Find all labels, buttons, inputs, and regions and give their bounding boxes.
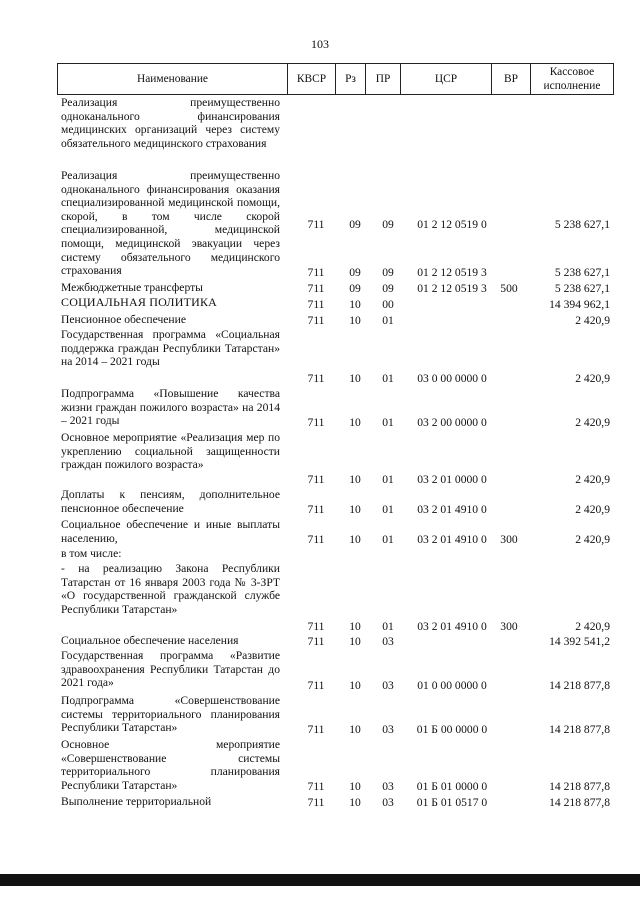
row-pr: 01 — [382, 372, 394, 386]
page-number: 103 — [311, 37, 329, 51]
row-rz: 10 — [349, 780, 361, 794]
row-sum: 5 238 627,1 — [554, 266, 610, 280]
row-name: Пенсионное обеспечение — [61, 313, 186, 326]
row-rz: 10 — [349, 298, 361, 312]
row-csr: 01 2 12 0519 3 — [417, 282, 487, 296]
row-csr: 01 Б 01 0000 0 — [416, 780, 488, 794]
row-csr: 03 2 01 0000 0 — [417, 473, 487, 487]
row-csr: 03 2 01 4910 0 — [417, 533, 487, 547]
row-rz: 09 — [349, 218, 361, 232]
row-pr: 03 — [382, 796, 394, 810]
row-sum: 2 420,9 — [575, 416, 610, 430]
row-pr: 01 — [382, 620, 394, 634]
table-row — [57, 281, 614, 296]
row-kvsr: 711 — [307, 314, 325, 328]
row-kvsr: 711 — [307, 533, 325, 547]
row-pr: 01 — [382, 533, 394, 547]
header-vr: ВР — [504, 73, 518, 85]
row-csr: 03 2 01 4910 0 — [417, 503, 487, 517]
row-rz: 10 — [349, 723, 361, 737]
row-kvsr: 711 — [307, 372, 325, 386]
row-sum: 5 238 627,1 — [554, 282, 610, 296]
row-rz: 10 — [349, 635, 361, 649]
row-kvsr: 711 — [307, 796, 325, 810]
row-rz: 10 — [349, 416, 361, 430]
row-name: СОЦИАЛЬНАЯ ПОЛИТИКА — [61, 295, 218, 309]
row-vr: 300 — [500, 620, 518, 634]
row-name: - на реализацию Закона Республики Татарстан от 16 января 2003 года № 3-ЗРТ «О государственной гражданской службе Республики Татарстан» — [61, 562, 280, 616]
row-name: Выполнение территориальной — [61, 795, 212, 808]
table-row — [57, 328, 614, 386]
row-name: Доплаты к пенсиям, дополнительное пенсионное обеспечение — [61, 488, 280, 515]
table-row — [57, 518, 614, 547]
row-sum: 2 420,9 — [575, 533, 610, 547]
row-sum: 14 218 877,8 — [549, 796, 610, 810]
header-pr: ПР — [375, 73, 391, 85]
scan-edge-bar — [0, 874, 640, 886]
row-sum: 2 420,9 — [575, 372, 610, 386]
row-pr: 03 — [382, 723, 394, 737]
row-pr: 09 — [382, 218, 394, 232]
table-row — [57, 547, 614, 562]
row-name: Подпрограмма «Совершенствование системы территориального планирования Республики Татарстан» — [61, 694, 280, 735]
row-kvsr: 711 — [307, 620, 325, 634]
row-kvsr: 711 — [307, 298, 325, 312]
row-rz: 10 — [349, 314, 361, 328]
row-sum: 14 394 962,1 — [549, 298, 610, 312]
row-pr: 09 — [382, 266, 394, 280]
row-rz: 10 — [349, 679, 361, 693]
table-row — [57, 649, 614, 693]
row-rz: 10 — [349, 372, 361, 386]
table-row — [57, 694, 614, 737]
row-name: Государственная программа «Социальная поддержка граждан Республики Татарстан» на 2014 – 2021 годы — [61, 328, 280, 369]
header-csr: ЦСР — [434, 73, 458, 85]
table-row — [57, 488, 614, 517]
row-sum: 2 420,9 — [575, 314, 610, 328]
row-name: Социальное обеспечение населения — [61, 634, 239, 647]
row-pr: 01 — [382, 416, 394, 430]
row-name: Реализация преимущественно одноканального финансирования медицинских организаций через систему обязательного медицинского страхования — [61, 96, 280, 150]
header-execution: Кассовое исполнение — [543, 66, 601, 92]
table-row — [57, 313, 614, 328]
row-csr: 01 2 12 0519 0 — [417, 218, 487, 232]
row-sum: 14 392 541,2 — [549, 635, 610, 649]
row-kvsr: 711 — [307, 635, 325, 649]
table-header — [57, 63, 614, 95]
row-sum: 2 420,9 — [575, 503, 610, 517]
row-rz: 09 — [349, 266, 361, 280]
table-row — [57, 387, 614, 430]
row-csr: 03 2 01 4910 0 — [417, 620, 487, 634]
row-rz: 10 — [349, 503, 361, 517]
header-rz: Рз — [345, 73, 356, 85]
row-pr: 00 — [382, 298, 394, 312]
row-kvsr: 711 — [307, 282, 325, 296]
table-row — [57, 562, 614, 634]
row-name: Государственная программа «Развитие здравоохранения Республики Татарстан до 2021 года» — [61, 649, 280, 690]
header-name: Наименование — [137, 73, 208, 85]
row-pr: 03 — [382, 679, 394, 693]
row-pr: 01 — [382, 314, 394, 328]
row-kvsr: 711 — [307, 473, 325, 487]
row-kvsr: 711 — [307, 723, 325, 737]
row-name: в том числе: — [61, 547, 122, 560]
row-kvsr: 711 — [307, 780, 325, 794]
row-kvsr: 711 — [307, 266, 325, 280]
row-kvsr: 711 — [307, 503, 325, 517]
row-pr: 01 — [382, 503, 394, 517]
row-pr: 03 — [382, 635, 394, 649]
row-name: Подпрограмма «Повышение качества жизни граждан пожилого возраста» на 2014 – 2021 годы — [61, 387, 280, 428]
row-csr: 03 0 00 0000 0 — [417, 372, 487, 386]
row-rz: 10 — [349, 796, 361, 810]
row-name: Основное мероприятие «Совершенствование системы территориального планирования Республики Татарстан» — [61, 738, 280, 792]
header-kvsr: КВСР — [296, 73, 327, 85]
table-row — [57, 431, 614, 487]
row-pr: 01 — [382, 473, 394, 487]
table-row — [57, 634, 614, 649]
row-pr: 09 — [382, 282, 394, 296]
row-name: Межбюджетные трансферты — [61, 281, 203, 294]
row-sum: 2 420,9 — [575, 620, 610, 634]
row-kvsr: 711 — [307, 416, 325, 430]
row-name: Социальное обеспечение и иные выплаты населению, — [61, 518, 280, 545]
row-name: Реализация преимущественно одноканального финансирования оказания специализированной медицинской помощи, скорой, в том числе скорой специализированной, медицинской помощи, медицинской эвакуации через систему обязательного медицинского страхования — [61, 169, 280, 278]
row-pr: 03 — [382, 780, 394, 794]
row-sum: 2 420,9 — [575, 473, 610, 487]
row-sum: 14 218 877,8 — [549, 723, 610, 737]
row-csr: 01 Б 01 0517 0 — [416, 796, 488, 810]
row-kvsr: 711 — [307, 679, 325, 693]
table-row — [57, 738, 614, 794]
row-sum: 14 218 877,8 — [549, 780, 610, 794]
row-vr: 500 — [500, 282, 518, 296]
row-csr: 01 0 00 0000 0 — [417, 679, 487, 693]
row-sum: 14 218 877,8 — [549, 679, 610, 693]
row-kvsr: 711 — [307, 218, 325, 232]
table-row — [57, 795, 614, 810]
row-vr: 300 — [500, 533, 518, 547]
table-row — [57, 296, 614, 312]
row-csr: 03 2 00 0000 0 — [417, 416, 487, 430]
row-rz: 10 — [349, 533, 361, 547]
row-rz: 10 — [349, 620, 361, 634]
row-csr: 01 2 12 0519 3 — [417, 266, 487, 280]
row-rz: 09 — [349, 282, 361, 296]
row-rz: 10 — [349, 473, 361, 487]
table-row — [57, 169, 614, 280]
row-sum: 5 238 627,1 — [554, 218, 610, 232]
row-csr: 01 Б 00 0000 0 — [416, 723, 488, 737]
row-name: Основное мероприятие «Реализация мер по укреплению социальной защищенности граждан пожилого возраста» — [61, 431, 280, 472]
